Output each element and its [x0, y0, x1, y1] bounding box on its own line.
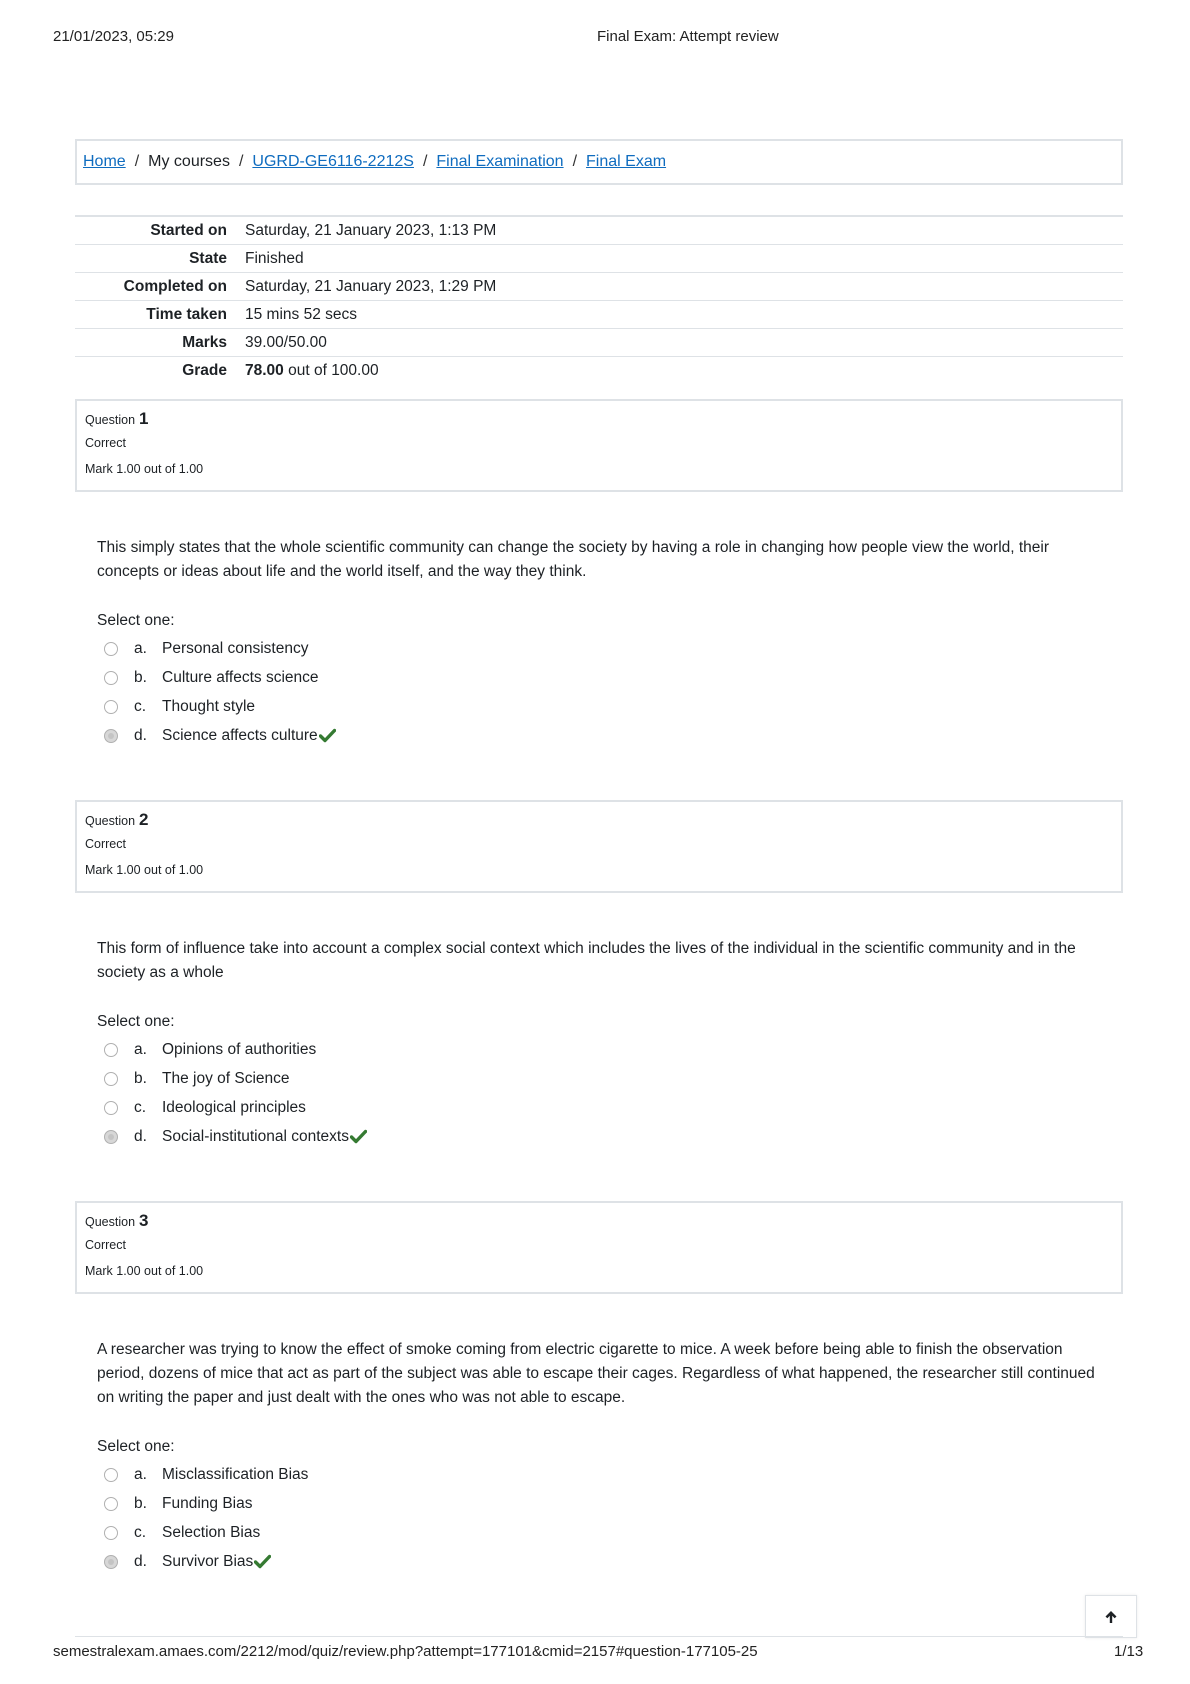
radio-button[interactable]: [104, 1043, 118, 1057]
question-number: [85, 1211, 1121, 1234]
question-text-1: This simply states that the whole scientific community can change the society by having a role in changing how people view the world, their concepts or ideas about life and the world itself, and the way they think.: [97, 539, 1050, 580]
print-header: [0, 28, 1190, 52]
option-text: Funding Bias: [162, 1494, 253, 1512]
summary-value: 39.00/50.00: [245, 333, 327, 351]
option-letter: a.: [134, 1465, 147, 1483]
option-letter: a.: [134, 1040, 147, 1058]
summary-label: Started on: [150, 221, 227, 239]
breadcrumb: [75, 139, 1123, 185]
check-icon: [319, 728, 336, 743]
print-page-number: 1/13: [1114, 1643, 1144, 1660]
summary-value: [245, 362, 379, 380]
summary-value: Saturday, 21 January 2023, 1:29 PM: [245, 277, 497, 295]
summary-label: Marks: [182, 333, 227, 351]
option-text: Ideological principles: [162, 1098, 306, 1116]
select-one-label: Select one:: [97, 612, 175, 629]
radio-button[interactable]: [104, 1497, 118, 1511]
grade-score: 78.00: [245, 361, 284, 379]
question-label: Question: [85, 413, 136, 427]
summary-row-marks: [75, 328, 1123, 356]
option-letter: b.: [134, 668, 147, 686]
summary-row-completed: [75, 272, 1123, 300]
answer-option[interactable]: [104, 1518, 308, 1547]
question-number-value: 1: [139, 409, 149, 428]
answer-option[interactable]: [104, 1035, 367, 1064]
option-letter: c.: [134, 1098, 147, 1116]
option-letter: b.: [134, 1494, 147, 1512]
answer-option[interactable]: [104, 1064, 367, 1093]
print-title: Final Exam: Attempt review: [597, 28, 779, 45]
answer-option[interactable]: [104, 692, 336, 721]
question-grade: Mark 1.00 out of 1.00: [85, 863, 204, 877]
breadcrumb-separator: /: [238, 153, 244, 170]
option-letter: c.: [134, 1523, 147, 1541]
question-number-value: 3: [139, 1211, 149, 1230]
answer-option[interactable]: [104, 634, 336, 663]
breadcrumb-final-exam[interactable]: Final Exam: [586, 153, 667, 170]
answer-option[interactable]: [104, 1093, 367, 1122]
summary-row-state: [75, 244, 1123, 272]
question-info-3: [75, 1201, 1123, 1294]
summary-row-time: [75, 300, 1123, 328]
print-url: semestralexam.amaes.com/2212/mod/quiz/review.php?attempt=177101&cmid=2157#question-177105-25: [53, 1643, 758, 1660]
breadcrumb-separator: /: [572, 153, 578, 170]
question-grade: Mark 1.00 out of 1.00: [85, 462, 204, 476]
answer-option-selected[interactable]: [104, 1122, 367, 1151]
radio-button[interactable]: [104, 1072, 118, 1086]
question-state: Correct: [85, 1238, 126, 1252]
question-label: Question: [85, 814, 136, 828]
attempt-summary: [75, 215, 1123, 384]
option-letter: a.: [134, 639, 147, 657]
radio-button[interactable]: [104, 700, 118, 714]
breadcrumb-separator: /: [134, 153, 140, 170]
answer-option-selected[interactable]: [104, 1547, 308, 1576]
breadcrumb-final-examination[interactable]: Final Examination: [436, 153, 564, 170]
summary-value: 15 mins 52 secs: [245, 305, 357, 323]
summary-row-grade: [75, 356, 1123, 384]
radio-button-checked[interactable]: [104, 1130, 118, 1144]
answer-option[interactable]: [104, 1489, 308, 1518]
question-number: [85, 409, 1121, 432]
option-letter: d.: [134, 1127, 147, 1145]
answer-options-2: [104, 1035, 367, 1151]
radio-button[interactable]: [104, 1468, 118, 1482]
radio-button-checked[interactable]: [104, 729, 118, 743]
option-text: Culture affects science: [162, 668, 319, 686]
answer-option[interactable]: [104, 1460, 308, 1489]
option-letter: d.: [134, 726, 147, 744]
back-to-top-button[interactable]: [1085, 1595, 1137, 1638]
select-one-label: Select one:: [97, 1438, 175, 1455]
option-text: Thought style: [162, 697, 256, 715]
summary-value: Finished: [245, 249, 304, 267]
answer-option[interactable]: [104, 663, 336, 692]
summary-label: Completed on: [123, 277, 227, 295]
option-letter: c.: [134, 697, 147, 715]
option-text: Misclassification Bias: [162, 1465, 309, 1483]
question-label: Question: [85, 1215, 136, 1229]
print-date: 21/01/2023, 05:29: [53, 28, 174, 45]
answer-option-selected[interactable]: [104, 721, 336, 750]
breadcrumb-course[interactable]: UGRD-GE6116-2212S: [252, 153, 414, 170]
option-text: Science affects culture: [162, 726, 318, 744]
option-text: Opinions of authorities: [162, 1040, 317, 1058]
radio-button[interactable]: [104, 671, 118, 685]
question-state: Correct: [85, 436, 126, 450]
arrow-up-icon: [1103, 1609, 1119, 1625]
check-icon: [254, 1554, 271, 1569]
answer-options-1: [104, 634, 336, 750]
question-state: Correct: [85, 837, 126, 851]
summary-label: Time taken: [146, 305, 227, 323]
option-text: Survivor Bias: [162, 1552, 254, 1570]
question-number: [85, 810, 1121, 833]
option-text: Social-institutional contexts: [162, 1127, 349, 1145]
question-info-1: [75, 399, 1123, 492]
option-letter: b.: [134, 1069, 147, 1087]
radio-button[interactable]: [104, 1101, 118, 1115]
check-icon: [350, 1129, 367, 1144]
grade-total: out of 100.00: [283, 361, 379, 379]
radio-button[interactable]: [104, 1526, 118, 1540]
question-number-value: 2: [139, 810, 149, 829]
option-letter: d.: [134, 1552, 147, 1570]
summary-row-started: [75, 215, 1123, 244]
breadcrumb-home[interactable]: Home: [83, 153, 126, 170]
radio-button-checked[interactable]: [104, 1555, 118, 1569]
radio-button[interactable]: [104, 642, 118, 656]
summary-value: Saturday, 21 January 2023, 1:13 PM: [245, 221, 497, 239]
footer-divider: [75, 1636, 1123, 1637]
breadcrumb-separator: /: [422, 153, 428, 170]
summary-label: State: [189, 249, 227, 267]
question-grade: Mark 1.00 out of 1.00: [85, 1264, 204, 1278]
option-text: Selection Bias: [162, 1523, 261, 1541]
question-text-3: A researcher was trying to know the effect of smoke coming from electric cigarette to mice. A week before being able to finish the observation period, dozens of mice that act as part of the subject was able to escape their cages. Regardless of what happened, the researcher still continued on writing the paper and just dealt with the ones who was not able to escape.: [97, 1341, 1095, 1406]
select-one-label: Select one:: [97, 1013, 175, 1030]
option-text: The joy of Science: [162, 1069, 290, 1087]
breadcrumb-my-courses: My courses: [148, 153, 230, 170]
question-info-2: [75, 800, 1123, 893]
question-text-2: This form of influence take into account a complex social context which includes the lives of the individual in the scientific community and in the society as a whole: [97, 940, 1076, 981]
answer-options-3: [104, 1460, 308, 1576]
option-text: Personal consistency: [162, 639, 309, 657]
summary-label: Grade: [182, 361, 227, 379]
